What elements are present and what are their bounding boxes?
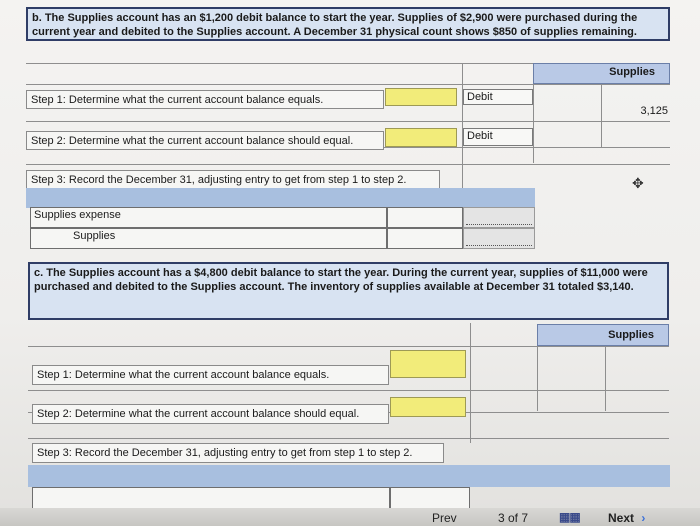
pagination-bar <box>0 508 700 526</box>
journal-debit-1[interactable] <box>387 207 463 228</box>
grid-line <box>470 323 471 443</box>
part-b-step2-input[interactable] <box>385 128 457 147</box>
dotted-divider <box>466 224 532 225</box>
part-b-step3-label: Step 3: Record the December 31, adjusting entry to get from step 1 to step 2. <box>26 170 440 189</box>
part-b-step1-label: Step 1: Determine what the current account balance equals. <box>26 90 384 109</box>
journal-account-2[interactable]: Supplies <box>30 228 387 249</box>
part-b-step1-input[interactable] <box>385 88 457 106</box>
supplies-ledger-title: Supplies <box>533 63 670 84</box>
part-b-step2-label: Step 2: Determine what the current account balance should equal. <box>26 131 384 150</box>
part-c-step3-label: Step 3: Record the December 31, adjusting entry to get from step 1 to step 2. <box>32 443 444 463</box>
grid-line <box>26 164 670 165</box>
ledger-balance-value: 3,125 <box>640 105 668 117</box>
prev-button[interactable]: Prev <box>432 511 457 525</box>
part-c-step1-input[interactable] <box>390 350 466 378</box>
next-button[interactable] <box>608 511 645 525</box>
part-c-journal-account-1[interactable] <box>32 487 390 509</box>
grid-line <box>26 84 670 85</box>
part-b-debit-label-1: Debit <box>463 89 533 105</box>
grid-line <box>605 346 606 411</box>
part-b-debit-label-2: Debit <box>463 128 533 146</box>
part-c-description: c. The Supplies account has a $4,800 debit balance to start the year. During the current year, supplies of $11,000 were purchased and debited to the Supplies account. The inventory of supplies available at December 31 totaled $3,140. <box>28 262 669 320</box>
grid-line <box>537 346 538 411</box>
grid-line <box>28 438 669 439</box>
crosshair-cursor-icon: ✥ <box>632 175 644 191</box>
part-b-description: b. The Supplies account has an $1,200 debit balance to start the year. Supplies of $2,900 were purchased during the current year and debited to the Supplies account. A December 31 physical count shows $850 of supplies remaining. <box>26 7 670 41</box>
part-c-journal-debit-1[interactable] <box>390 487 470 509</box>
grid-line <box>28 390 669 391</box>
next-label: Next <box>608 511 635 525</box>
grid-line <box>28 346 669 347</box>
part-c-step1-label: Step 1: Determine what the current account balance equals. <box>32 365 389 385</box>
page-indicator: 3 of 7 <box>498 511 529 525</box>
journal-debit-2[interactable] <box>387 228 463 249</box>
part-c-step2-label: Step 2: Determine what the current account balance should equal. <box>32 404 389 424</box>
dotted-divider <box>466 245 532 246</box>
grid-menu-icon[interactable]: ▦▦ <box>559 510 580 524</box>
grid-line <box>26 121 670 122</box>
part-c-supplies-ledger-title: Supplies <box>537 324 669 346</box>
part-c-step2-input[interactable] <box>390 397 466 417</box>
chevron-right-icon: › <box>641 511 646 525</box>
part-c-journal-header-band <box>28 465 670 487</box>
journal-account-1[interactable]: Supplies expense <box>30 207 387 228</box>
journal-header-band <box>26 188 535 208</box>
